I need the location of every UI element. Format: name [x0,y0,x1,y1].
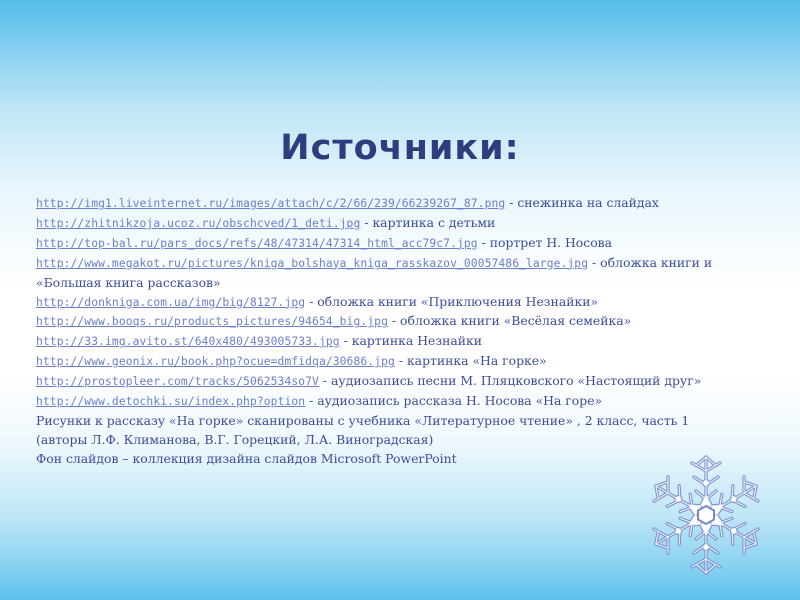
source-description: - снежинка на слайдах [505,195,659,210]
source-link[interactable]: http://top-bal.ru/pars_docs/refs/48/47314/47314_html_acc79c7.jpg [36,236,478,250]
background-credit: Фон слайдов – коллекция дизайна слайдов Microsoft PowerPoint [36,450,457,466]
source-link[interactable]: http://www.geonix.ru/book.php?ocue=dmfidqa/30686.jpg [36,355,395,369]
source-description: - картинка «На горке» [394,353,547,369]
source-item [36,352,756,372]
source-link[interactable]: http://www.detochki.su/index.php?option [36,395,306,409]
source-description: - картинка с детьми [360,214,496,230]
source-item [36,312,756,332]
source-description: - картинка Незнайки [339,333,483,349]
source-item [36,332,756,352]
source-description: - аудиозапись рассказа Н. Носова «На горе» [305,393,603,409]
sources-list [36,194,756,469]
source-description: - аудиозапись песни М. Пляцковского «Настоящий друг» [318,373,702,389]
source-item [36,293,756,313]
source-description: - обложка книги «Весёлая семейка» [387,313,632,329]
source-link[interactable]: http://www.megakot.ru/pictures/kniga_bolshaya_kniga_rasskazov_00057486_large.jpg [36,256,589,270]
source-description: - портрет Н. Носова [477,234,613,250]
source-item [36,194,756,214]
source-link[interactable]: http://prostopleer.com/tracks/5062534so7V [36,375,319,389]
source-description: - обложка книги и «Большая книга рассказов» [36,254,713,290]
source-description: - обложка книги «Приключения Незнайки» [305,293,599,309]
source-link[interactable]: http://donkniga.com.ua/img/big/8127.jpg [36,295,306,309]
authors-note: (авторы Л.Ф. Климанова, В.Г. Горецкий, Л.А. Виноградская) [36,431,434,447]
source-item [36,254,756,293]
snowflake-icon [644,450,768,580]
source-link[interactable]: http://img1.liveinternet.ru/images/attach/c/2/66/239/66239267_87.png [36,197,506,210]
source-item [36,234,756,254]
credits-note: Рисунки к рассказу «На горке» сканированы с учебника «Литературное чтение» , 2 класс, часть 1 [36,412,690,428]
source-item [36,372,756,392]
source-link[interactable]: http://www.booqs.ru/products_pictures/94654_big.jpg [36,315,388,329]
source-item [36,214,756,234]
page-title: Источники: [280,128,520,168]
source-link[interactable]: http://33.img.avito.st/640x480/493005733.jpg [36,335,340,349]
source-item [36,392,756,412]
source-link[interactable]: http://zhitnikzoja.ucoz.ru/obschcved/1_deti.jpg [36,216,361,230]
